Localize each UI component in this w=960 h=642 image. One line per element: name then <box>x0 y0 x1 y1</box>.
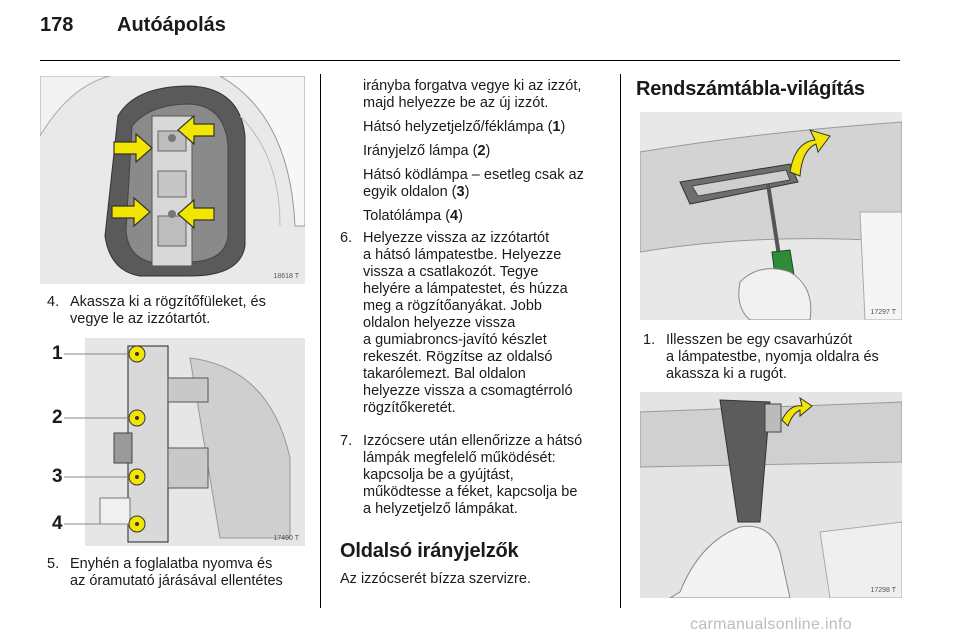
bulb-item-4: Tolatólámpa (4) <box>363 208 463 224</box>
step-number: 1. <box>643 332 656 348</box>
step-7-line: Izzócsere után ellenőrizze a hátsó <box>363 433 583 449</box>
step-4-line-2: vegye le az izzótartót. <box>70 311 211 327</box>
bulb-item-3-line-1: Hátsó ködlámpa – esetleg csak az <box>363 167 584 183</box>
watermark: carmanualsonline.info <box>690 616 852 633</box>
page-header <box>40 14 920 54</box>
step-4-line-1: Akassza ki a rögzítőfüleket, és <box>70 294 266 310</box>
step-1-line: Illesszen be egy csavarhúzót <box>666 332 853 348</box>
step-number: 4. <box>47 294 60 310</box>
step-7-line: kapcsolja be a gyújtást, <box>363 467 514 483</box>
column-divider-2 <box>620 74 621 608</box>
step-number: 7. <box>340 433 353 449</box>
step-1-line: a lámpatestbe, nyomja oldalra és <box>666 349 879 365</box>
figure-plate-light-spring <box>640 392 902 598</box>
step-number: 6. <box>340 230 353 246</box>
bulb-label-1: 1 <box>52 343 63 364</box>
figure-code: 18618 T <box>273 273 299 280</box>
step-6-line: helyére a lámpatestet, és húzza <box>363 281 568 297</box>
step-7-line: működtesse a féket, kapcsolja be <box>363 484 578 500</box>
cont-line-2: majd helyezze be az új izzót. <box>363 95 549 111</box>
figure-code: 17297 T <box>870 309 896 316</box>
page-number: 178 <box>40 14 74 36</box>
step-6-line: Helyezze vissza az izzótartót <box>363 230 550 246</box>
figure-lamp-tabs <box>40 76 305 284</box>
bulb-item-1: Hátsó helyzetjelző/féklámpa (1) <box>363 119 566 135</box>
step-5-line-2: az óramutató járásával ellentétes <box>70 573 283 589</box>
section-text-side-indicators: Az izzócserét bízza szervizre. <box>340 571 531 587</box>
bulb-label-4: 4 <box>52 513 63 534</box>
cont-line-1: irányba forgatva vegye ki az izzót, <box>363 78 582 94</box>
chapter-title: Autóápolás <box>117 14 226 36</box>
figure-code: 17298 T <box>870 587 896 594</box>
step-7-line: a helyzetjelző lámpákat. <box>363 501 518 517</box>
step-6-line: rögzítőkeretét. <box>363 400 456 416</box>
figure-plate-light-screwdriver <box>640 112 902 320</box>
column-divider-1 <box>320 74 321 608</box>
step-7-line: lámpák megfelelő működését: <box>363 450 556 466</box>
step-6-line: takarólemezt. Bal oldalon <box>363 366 526 382</box>
step-number: 5. <box>47 556 60 572</box>
step-1-line: akassza ki a rugót. <box>666 366 787 382</box>
figure-code: 17490 T <box>273 535 299 542</box>
figure-lamp-tabs-drawing <box>40 76 305 284</box>
step-6-line: a gumiabroncs-javító készlet <box>363 332 547 348</box>
bulb-label-3: 3 <box>52 466 63 487</box>
figure-bulb-holder-drawing <box>40 338 305 546</box>
step-5-continued <box>363 78 613 225</box>
step-6-line: meg a rögzítőanyákat. Jobb <box>363 298 542 314</box>
figure-bulb-holder <box>40 338 305 546</box>
step-6-line: helyezze vissza a csomagtérroló <box>363 383 573 399</box>
section-title-plate-light: Rendszámtábla-világítás <box>636 78 865 100</box>
step-6-line: vissza a csatlakozót. Tegye <box>363 264 539 280</box>
figure-plate-light-drawing <box>640 112 902 320</box>
bulb-item-2: Irányjelző lámpa (2) <box>363 143 491 159</box>
bulb-label-2: 2 <box>52 407 63 428</box>
step-5-line-1: Enyhén a foglalatba nyomva és <box>70 556 273 572</box>
step-6-line: oldalon helyezze vissza <box>363 315 516 331</box>
section-title-side-indicators: Oldalsó irányjelzők <box>340 540 519 562</box>
step-6-line: rekeszét. Rögzítse az oldalsó <box>363 349 553 365</box>
bulb-item-3-line-2: egyik oldalon (3) <box>363 184 470 200</box>
figure-plate-light-spring-drawing <box>640 392 902 598</box>
step-6-line: a hátsó lámpatestbe. Helyezze <box>363 247 562 263</box>
header-rule <box>40 60 900 61</box>
